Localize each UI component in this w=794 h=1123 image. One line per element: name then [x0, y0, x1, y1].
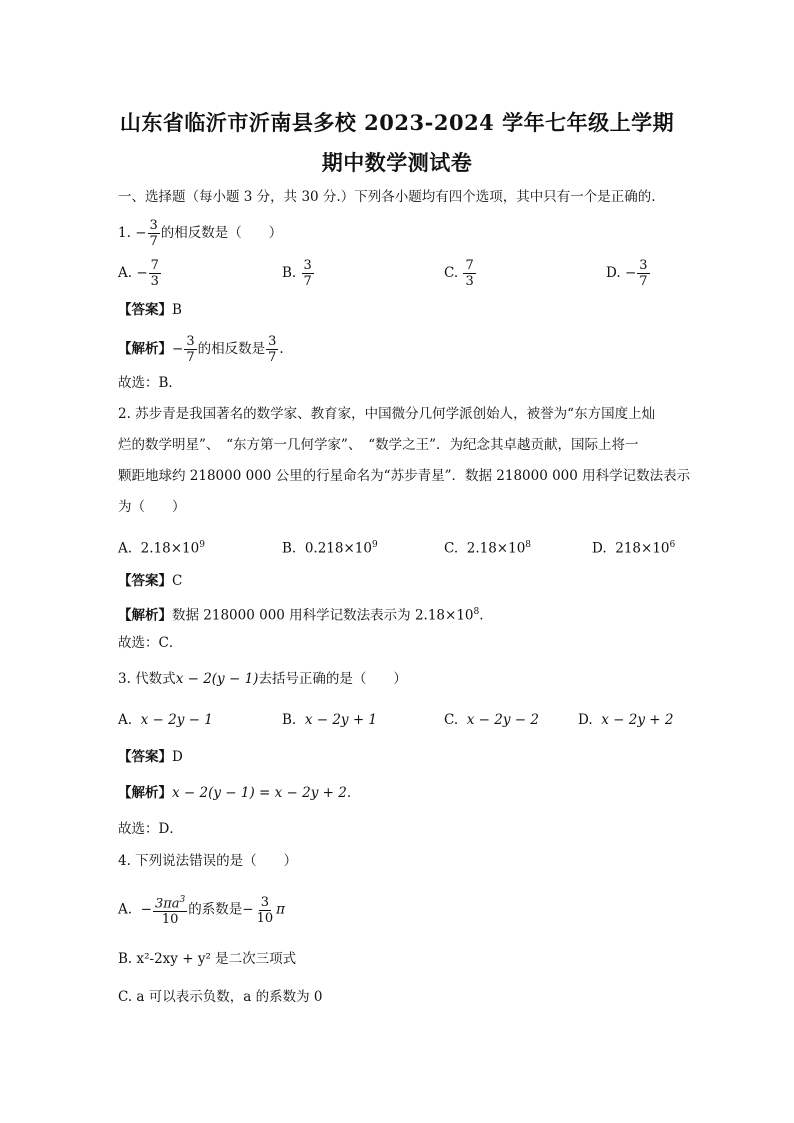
answer-value: B	[172, 302, 182, 318]
q3-option-c	[444, 711, 539, 729]
minus-sign: −	[135, 225, 147, 241]
option-value: 0.218×10	[304, 540, 372, 557]
q2-option-b	[282, 536, 378, 558]
fraction	[184, 334, 196, 365]
option-label: B.	[282, 265, 297, 281]
fraction	[637, 258, 649, 289]
q1-option-c	[444, 258, 477, 289]
minus-sign: −	[172, 341, 184, 357]
period: .	[479, 607, 484, 624]
exponent: 9	[199, 540, 205, 550]
fraction	[255, 895, 276, 926]
q3-stem	[118, 670, 407, 688]
numerator: 3	[639, 258, 648, 273]
option-label: D.	[592, 540, 607, 557]
q2-choice: 故选：C．	[118, 635, 183, 651]
option-value: 218×10	[615, 540, 670, 557]
fraction	[463, 258, 475, 289]
answer-tag: 【答案】	[118, 573, 172, 589]
exponent: 6	[669, 540, 676, 550]
denominator: 7	[268, 350, 277, 365]
answer-value: D	[172, 749, 183, 765]
denominator: 3	[150, 274, 159, 289]
q1-analysis	[118, 334, 284, 365]
q3-option-d	[578, 711, 673, 729]
question-number: 3.	[118, 671, 131, 687]
stem-text: 去括号正确的是（ ）	[258, 671, 407, 687]
option-label: A.	[118, 712, 133, 728]
stem-text: 的相反数是（ ）	[160, 225, 283, 241]
option-label: A.	[118, 540, 133, 557]
analysis-tag: 【解析】	[118, 607, 172, 624]
numerator-text: 3πa	[154, 896, 180, 912]
option-value: x − 2y + 1	[304, 712, 378, 728]
option-value: x − 2y + 2	[601, 712, 674, 728]
q2-stem-line-1: 2. 苏步青是我国著名的数学家、教育家，中国微分几何学派创始人，被誉为“东方国度上灿	[118, 406, 656, 422]
page-title-line-2: 期中数学测试卷	[321, 150, 473, 175]
q2-stem-line-3: 颗距地球约 218000 000 公里的行星命名为“苏步青星”．数据 218000 000 用科学记数法表示	[118, 468, 691, 484]
fraction	[149, 258, 161, 289]
minus-sign: −	[624, 265, 637, 281]
q4-option-a	[118, 893, 285, 927]
q1-option-d	[606, 258, 651, 289]
q2-option-a	[118, 536, 205, 558]
question-1-stem	[118, 218, 282, 249]
minus-sign: −	[136, 265, 148, 281]
q4-stem: 4. 下列说法错误的是（ ）	[118, 853, 298, 869]
numerator: 7	[465, 258, 474, 273]
denominator: 10	[256, 910, 274, 926]
q2-stem-line-4: 为（ ）	[118, 499, 186, 515]
minus-sign: −	[140, 901, 152, 918]
option-text: 的系数是	[188, 901, 243, 918]
q1-choice: 故选：B．	[118, 375, 182, 391]
minus-sign: −	[242, 901, 254, 918]
option-value: x − 2y − 2	[466, 712, 539, 728]
option-label: D.	[578, 712, 593, 728]
exponent: 9	[371, 540, 378, 550]
q3-option-a	[118, 711, 213, 729]
period: .	[279, 341, 284, 357]
q4-option-c: C. a 可以表示负数，a 的系数为 0	[118, 989, 323, 1005]
option-value: 2.18×10	[466, 540, 526, 557]
numerator: 3	[260, 894, 269, 910]
q3-choice: 故选：D．	[118, 821, 183, 837]
q1-answer	[118, 301, 182, 319]
analysis-text: 的相反数是	[197, 341, 266, 357]
option-label: C.	[444, 540, 459, 557]
denominator: 7	[149, 234, 158, 249]
numerator: 3	[268, 334, 277, 349]
exponent: 8	[473, 607, 480, 617]
fraction	[148, 218, 160, 249]
analysis-tag: 【解析】	[118, 785, 172, 801]
pi-symbol: π	[276, 901, 285, 918]
option-value: 2.18×10	[140, 540, 200, 557]
denominator: 10	[161, 912, 179, 928]
numerator: 3	[149, 218, 158, 233]
option-label: C.	[444, 265, 459, 281]
math-expression: x − 2(y − 1)	[175, 671, 259, 687]
question-number: 1.	[118, 225, 131, 241]
q1-option-a	[118, 258, 162, 289]
analysis-tag: 【解析】	[118, 341, 172, 357]
period: .	[346, 785, 352, 801]
q2-option-d	[592, 536, 675, 558]
fraction	[153, 893, 187, 927]
option-label: A.	[118, 901, 133, 918]
denominator: 7	[639, 274, 648, 289]
answer-tag: 【答案】	[118, 302, 172, 318]
denominator: 7	[303, 274, 312, 289]
numerator	[153, 893, 187, 912]
page-title-line-1: 山东省临沂市沂南县多校 2023-2024 学年七年级上学期	[119, 110, 675, 135]
exponent: 3	[179, 895, 186, 905]
numerator: 7	[150, 258, 159, 273]
fraction	[302, 258, 314, 289]
q3-option-b	[282, 711, 377, 729]
math-expression: x − 2(y − 1) = x − 2y + 2	[172, 785, 347, 801]
option-label: B.	[282, 540, 297, 557]
analysis-text: 数据 218000 000 用科学记数法表示为 2.18×10	[172, 607, 474, 624]
option-label: D.	[606, 265, 621, 281]
option-label: C.	[444, 712, 459, 728]
numerator: 3	[186, 334, 195, 349]
denominator: 3	[465, 274, 474, 289]
q2-option-c	[444, 536, 531, 558]
stem-text: 代数式	[135, 671, 176, 687]
answer-value: C	[172, 573, 183, 589]
numerator: 3	[303, 258, 312, 273]
q2-stem-line-2: 烂的数学明星”、 “东方第一几何学家”、 “数学之王”．为纪念其卓越贡献，国际上将一	[118, 437, 639, 453]
answer-tag: 【答案】	[118, 749, 172, 765]
option-label: B.	[282, 712, 297, 728]
q2-answer	[118, 572, 182, 590]
q4-option-b: B. x²-2xy + y² 是二次三项式	[118, 951, 297, 967]
q2-analysis	[118, 603, 484, 625]
q3-analysis	[118, 784, 351, 802]
q1-option-b	[282, 258, 315, 289]
fraction	[266, 334, 278, 365]
q3-answer	[118, 748, 183, 766]
denominator: 7	[186, 350, 195, 365]
option-label: A.	[118, 265, 133, 281]
exponent: 8	[525, 540, 532, 550]
section-header: 一、选择题（每小题 3 分，共 30 分.）下列各小题均有四个选项，其中只有一个是正确的.	[118, 189, 656, 205]
option-value: x − 2y − 1	[140, 712, 213, 728]
